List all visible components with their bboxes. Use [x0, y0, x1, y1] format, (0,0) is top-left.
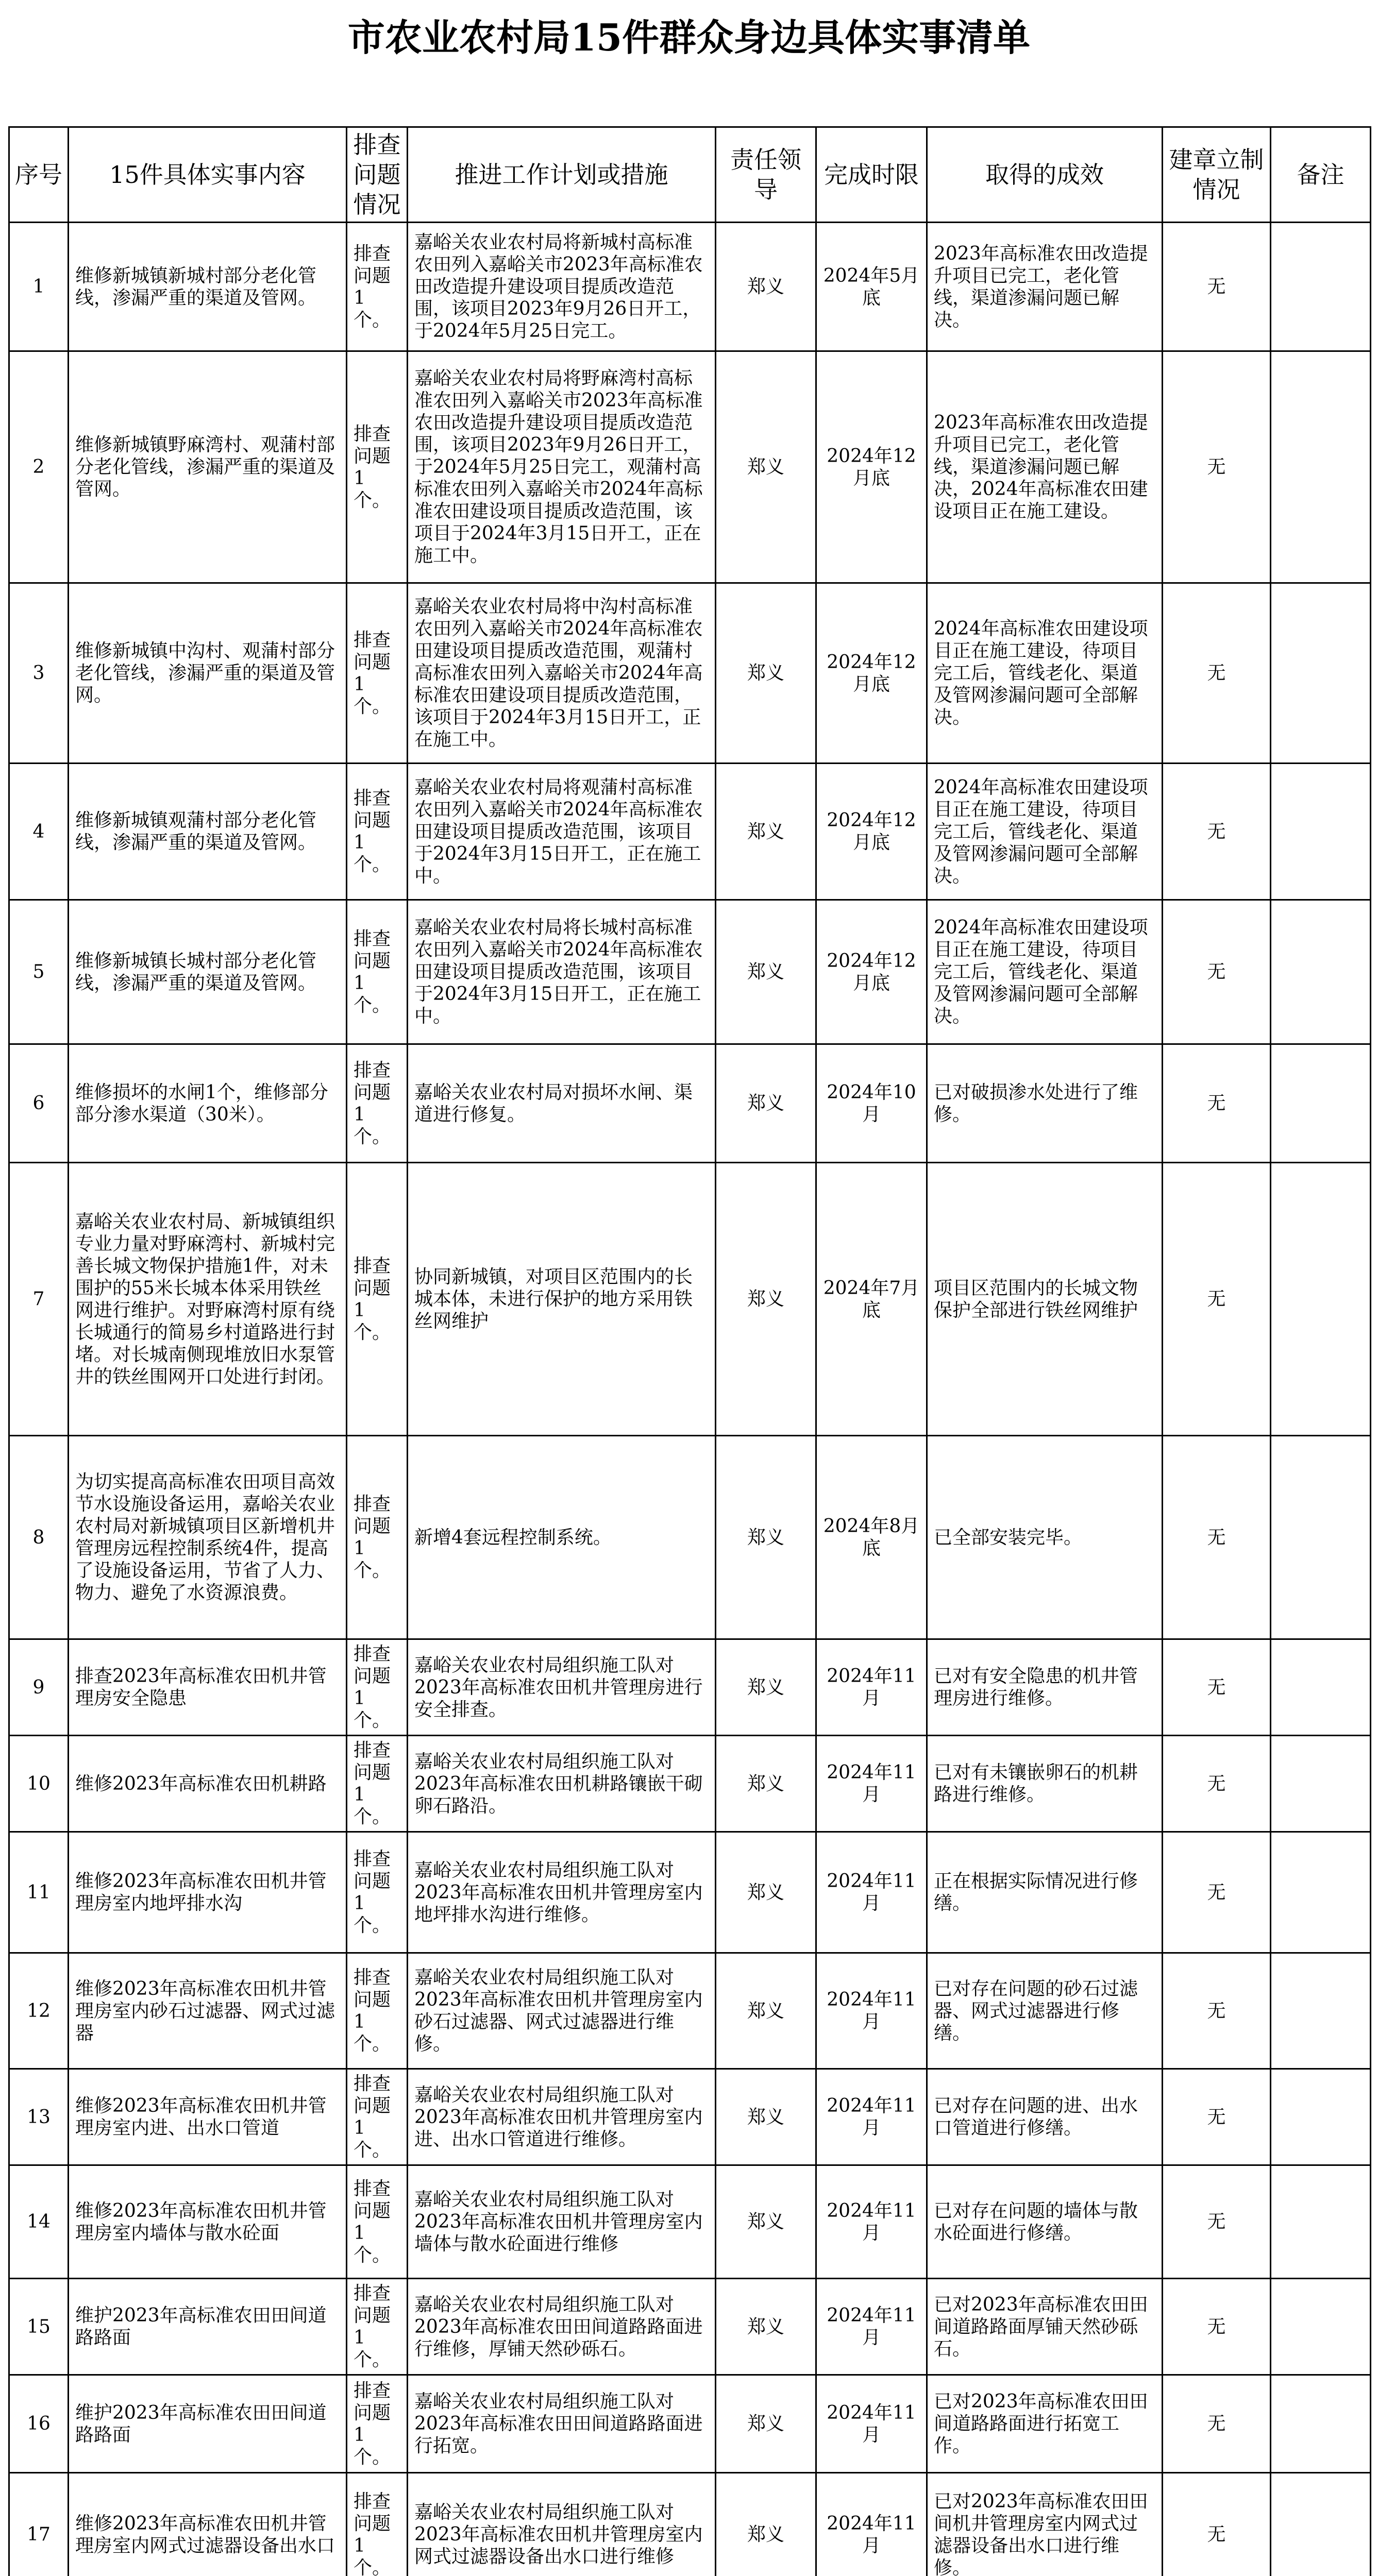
cell-plan: 协同新城镇，对项目区范围内的长城本体，未进行保护的地方采用铁丝网维护	[408, 1163, 716, 1436]
cell-content: 为切实提高高标准农田项目高效节水设施设备运用，嘉峪关农业农村局对新城镇项目区新增机井管理房远程控制系统4件，提高了设施设备运用，节省了人力、物力、避免了水资源浪费。	[69, 1436, 347, 1639]
cell-plan: 嘉峪关农业农村局组织施工队对2023年高标准农田机井管理房室内进、出水口管道进行维修。	[408, 2069, 716, 2165]
cell-rules: 无	[1163, 1832, 1271, 1953]
cell-content: 维修新城镇野麻湾村、观蒲村部分老化管线，渗漏严重的渠道及管网。	[69, 351, 347, 583]
cell-result: 已对破损渗水处进行了维修。	[927, 1044, 1163, 1163]
table-row	[9, 1044, 1371, 1163]
cell-content: 维修新城镇观蒲村部分老化管线，渗漏严重的渠道及管网。	[69, 764, 347, 900]
cell-deadline: 2024年11月	[816, 1832, 927, 1953]
cell-no: 2	[9, 351, 69, 583]
cell-rules: 无	[1163, 1953, 1271, 2069]
cell-result: 正在根据实际情况进行修缮。	[927, 1832, 1163, 1953]
cell-deadline: 2024年12月底	[816, 351, 927, 583]
cell-leader: 郑义	[716, 2069, 816, 2165]
cell-content: 维修新城镇长城村部分老化管线，渗漏严重的渠道及管网。	[69, 900, 347, 1044]
cell-remark	[1271, 2473, 1371, 2576]
tasks-table	[8, 126, 1371, 2576]
header-no: 序号	[9, 127, 69, 223]
cell-plan: 嘉峪关农业农村局组织施工队对2023年高标准农田机井管理房室内墙体与散水砼面进行维修	[408, 2165, 716, 2279]
cell-no: 8	[9, 1436, 69, 1639]
cell-deadline: 2024年12月底	[816, 583, 927, 764]
cell-no: 16	[9, 2375, 69, 2473]
cell-plan: 嘉峪关农业农村局组织施工队对2023年高标准农田田间道路路面进行维修，厚铺天然砂砾石。	[408, 2279, 716, 2375]
cell-plan: 嘉峪关农业农村局组织施工队对2023年高标准农田机耕路镶嵌干砌卵石路沿。	[408, 1736, 716, 1832]
cell-content: 维修2023年高标准农田机井管理房室内地坪排水沟	[69, 1832, 347, 1953]
header-leader: 责任领导	[716, 127, 816, 223]
cell-deadline: 2024年11月	[816, 2165, 927, 2279]
cell-no: 4	[9, 764, 69, 900]
cell-plan: 嘉峪关农业农村局组织施工队对2023年高标准农田机井管理房室内网式过滤器设备出水口进行维修	[408, 2473, 716, 2576]
cell-plan: 嘉峪关农业农村局组织施工队对2023年高标准农田机井管理房进行安全排查。	[408, 1639, 716, 1736]
cell-leader: 郑义	[716, 223, 816, 351]
cell-issue: 排查问题1个。	[347, 2473, 408, 2576]
cell-issue: 排查问题1个。	[347, 2375, 408, 2473]
cell-remark	[1271, 1639, 1371, 1736]
cell-result: 项目区范围内的长城文物保护全部进行铁丝网维护	[927, 1163, 1163, 1436]
blank-row	[0, 75, 1378, 126]
cell-remark	[1271, 1436, 1371, 1639]
header-rules: 建章立制情况	[1163, 127, 1271, 223]
cell-deadline: 2024年12月底	[816, 764, 927, 900]
cell-remark	[1271, 1044, 1371, 1163]
cell-no: 13	[9, 2069, 69, 2165]
cell-content: 维护2023年高标准农田田间道路路面	[69, 2279, 347, 2375]
cell-no: 14	[9, 2165, 69, 2279]
cell-remark	[1271, 2069, 1371, 2165]
cell-issue: 排查问题1个。	[347, 351, 408, 583]
table-row	[9, 900, 1371, 1044]
cell-issue: 排查问题1个。	[347, 1736, 408, 1832]
cell-deadline: 2024年10月	[816, 1044, 927, 1163]
cell-remark	[1271, 1736, 1371, 1832]
header-deadline: 完成时限	[816, 127, 927, 223]
cell-deadline: 2024年11月	[816, 2375, 927, 2473]
cell-deadline: 2024年12月底	[816, 900, 927, 1044]
cell-leader: 郑义	[716, 351, 816, 583]
header-result: 取得的成效	[927, 127, 1163, 223]
cell-rules: 无	[1163, 2279, 1271, 2375]
cell-issue: 排查问题1个。	[347, 900, 408, 1044]
document-page	[0, 0, 1378, 126]
cell-plan: 嘉峪关农业农村局组织施工队对2023年高标准农田机井管理房室内砂石过滤器、网式过滤器进行维修。	[408, 1953, 716, 2069]
cell-remark	[1271, 1163, 1371, 1436]
cell-remark	[1271, 223, 1371, 351]
cell-result: 已对2023年高标准农田田间道路路面进行拓宽工作。	[927, 2375, 1163, 2473]
cell-result: 2024年高标准农田建设项目正在施工建设，待项目完工后，管线老化、渠道及管网渗漏问题可全部解决。	[927, 900, 1163, 1044]
table-row	[9, 2375, 1371, 2473]
cell-issue: 排查问题1个。	[347, 2069, 408, 2165]
cell-result: 2024年高标准农田建设项目正在施工建设，待项目完工后，管线老化、渠道及管网渗漏问题可全部解决。	[927, 764, 1163, 900]
cell-rules: 无	[1163, 1436, 1271, 1639]
cell-content: 维修损坏的水闸1个，维修部分部分渗水渠道（30米）。	[69, 1044, 347, 1163]
table-row	[9, 1953, 1371, 2069]
cell-remark	[1271, 764, 1371, 900]
cell-remark	[1271, 900, 1371, 1044]
table-header-row	[9, 127, 1371, 223]
cell-remark	[1271, 351, 1371, 583]
cell-content: 维修新城镇中沟村、观蒲村部分老化管线，渗漏严重的渠道及管网。	[69, 583, 347, 764]
cell-result: 已对存在问题的进、出水口管道进行修缮。	[927, 2069, 1163, 2165]
table-row	[9, 1832, 1371, 1953]
cell-leader: 郑义	[716, 2165, 816, 2279]
cell-content: 维修2023年高标准农田机井管理房室内墙体与散水砼面	[69, 2165, 347, 2279]
cell-rules: 无	[1163, 2473, 1271, 2576]
cell-issue: 排查问题1个。	[347, 1436, 408, 1639]
cell-remark	[1271, 1832, 1371, 1953]
cell-issue: 排查问题1个。	[347, 583, 408, 764]
cell-leader: 郑义	[716, 1736, 816, 1832]
cell-deadline: 2024年11月	[816, 1736, 927, 1832]
cell-content: 嘉峪关农业农村局、新城镇组织专业力量对野麻湾村、新城村完善长城文物保护措施1件，对未围护的55米长城本体采用铁丝网进行维护。对野麻湾村原有绕长城通行的简易乡村道路进行封堵。对长城南侧现堆放旧水泵管井的铁丝围网开口处进行封闭。	[69, 1163, 347, 1436]
header-remark: 备注	[1271, 127, 1371, 223]
cell-plan: 嘉峪关农业农村局对损坏水闸、渠道进行修复。	[408, 1044, 716, 1163]
cell-issue: 排查问题1个。	[347, 2279, 408, 2375]
cell-rules: 无	[1163, 1736, 1271, 1832]
cell-rules: 无	[1163, 1163, 1271, 1436]
cell-issue: 排查问题1个。	[347, 1639, 408, 1736]
cell-rules: 无	[1163, 351, 1271, 583]
table-row	[9, 2069, 1371, 2165]
cell-deadline: 2024年7月底	[816, 1163, 927, 1436]
cell-result: 已对有安全隐患的机井管理房进行维修。	[927, 1639, 1163, 1736]
cell-no: 6	[9, 1044, 69, 1163]
cell-no: 17	[9, 2473, 69, 2576]
table-row	[9, 1736, 1371, 1832]
cell-leader: 郑义	[716, 1163, 816, 1436]
cell-issue: 排查问题1个。	[347, 223, 408, 351]
page-title: 市农业农村局15件群众身边具体实事清单	[347, 15, 1031, 59]
cell-result: 已对2023年高标准农田田间道路路面厚铺天然砂砾石。	[927, 2279, 1163, 2375]
table-row	[9, 2279, 1371, 2375]
cell-rules: 无	[1163, 2165, 1271, 2279]
cell-rules: 无	[1163, 223, 1271, 351]
cell-leader: 郑义	[716, 1953, 816, 2069]
table-row	[9, 2165, 1371, 2279]
cell-no: 15	[9, 2279, 69, 2375]
header-plan: 推进工作计划或措施	[408, 127, 716, 223]
cell-issue: 排查问题1个。	[347, 1953, 408, 2069]
cell-issue: 排查问题1个。	[347, 2165, 408, 2279]
cell-result: 已全部安装完毕。	[927, 1436, 1163, 1639]
cell-rules: 无	[1163, 764, 1271, 900]
cell-remark	[1271, 2165, 1371, 2279]
cell-content: 维修新城镇新城村部分老化管线，渗漏严重的渠道及管网。	[69, 223, 347, 351]
cell-plan: 嘉峪关农业农村局将观蒲村高标准农田列入嘉峪关市2024年高标准农田建设项目提质改造范围，该项目于2024年3月15日开工，正在施工中。	[408, 764, 716, 900]
cell-remark	[1271, 583, 1371, 764]
cell-rules: 无	[1163, 2375, 1271, 2473]
cell-rules: 无	[1163, 583, 1271, 764]
cell-content: 维修2023年高标准农田机耕路	[69, 1736, 347, 1832]
cell-leader: 郑义	[716, 2279, 816, 2375]
cell-remark	[1271, 1953, 1371, 2069]
table-row	[9, 351, 1371, 583]
cell-no: 3	[9, 583, 69, 764]
cell-deadline: 2024年11月	[816, 2069, 927, 2165]
cell-deadline: 2024年5月底	[816, 223, 927, 351]
header-content: 15件具体实事内容	[69, 127, 347, 223]
cell-plan: 嘉峪关农业农村局将长城村高标准农田列入嘉峪关市2024年高标准农田建设项目提质改造范围，该项目于2024年3月15日开工，正在施工中。	[408, 900, 716, 1044]
cell-plan: 嘉峪关农业农村局将新城村高标准农田列入嘉峪关市2023年高标准农田改造提升建设项目提质改造范围，该项目2023年9月26日开工，于2024年5月25日完工。	[408, 223, 716, 351]
cell-leader: 郑义	[716, 583, 816, 764]
cell-remark	[1271, 2279, 1371, 2375]
cell-result: 2023年高标准农田改造提升项目已完工，老化管线，渠道渗漏问题已解决。	[927, 223, 1163, 351]
cell-no: 5	[9, 900, 69, 1044]
cell-plan: 嘉峪关农业农村局组织施工队对2023年高标准农田机井管理房室内地坪排水沟进行维修。	[408, 1832, 716, 1953]
cell-issue: 排查问题1个。	[347, 1044, 408, 1163]
cell-remark	[1271, 2375, 1371, 2473]
cell-plan: 嘉峪关农业农村局将野麻湾村高标准农田列入嘉峪关市2023年高标准农田改造提升建设项目提质改造范围，该项目2023年9月26日开工，于2024年5月25日完工，观蒲村高标准农田列入嘉峪关市2024年高标准农田建设项目提质改造范围，该项目于2024年3月15日开工，正在施工中。	[408, 351, 716, 583]
cell-leader: 郑义	[716, 2473, 816, 2576]
table-row	[9, 764, 1371, 900]
cell-leader: 郑义	[716, 1832, 816, 1953]
cell-content: 维修2023年高标准农田机井管理房室内进、出水口管道	[69, 2069, 347, 2165]
table-row	[9, 1639, 1371, 1736]
cell-no: 1	[9, 223, 69, 351]
cell-result: 已对存在问题的砂石过滤器、网式过滤器进行修缮。	[927, 1953, 1163, 2069]
cell-plan: 嘉峪关农业农村局组织施工队对2023年高标准农田田间道路路面进行拓宽。	[408, 2375, 716, 2473]
cell-rules: 无	[1163, 2069, 1271, 2165]
cell-result: 2024年高标准农田建设项目正在施工建设，待项目完工后，管线老化、渠道及管网渗漏问题可全部解决。	[927, 583, 1163, 764]
table-row	[9, 223, 1371, 351]
cell-plan: 嘉峪关农业农村局将中沟村高标准农田列入嘉峪关市2024年高标准农田建设项目提质改造范围，观蒲村高标准农田列入嘉峪关市2024年高标准农田建设项目提质改造范围，该项目于2024年3月15日开工，正在施工中。	[408, 583, 716, 764]
cell-result: 已对存在问题的墙体与散水砼面进行修缮。	[927, 2165, 1163, 2279]
cell-issue: 排查问题1个。	[347, 1163, 408, 1436]
cell-content: 维修2023年高标准农田机井管理房室内网式过滤器设备出水口	[69, 2473, 347, 2576]
cell-no: 11	[9, 1832, 69, 1953]
cell-leader: 郑义	[716, 2375, 816, 2473]
table-row	[9, 2473, 1371, 2576]
cell-content: 维修2023年高标准农田机井管理房室内砂石过滤器、网式过滤器	[69, 1953, 347, 2069]
cell-rules: 无	[1163, 1639, 1271, 1736]
cell-issue: 排查问题1个。	[347, 1832, 408, 1953]
cell-deadline: 2024年11月	[816, 1639, 927, 1736]
cell-no: 12	[9, 1953, 69, 2069]
cell-no: 10	[9, 1736, 69, 1832]
cell-deadline: 2024年11月	[816, 2279, 927, 2375]
cell-content: 维护2023年高标准农田田间道路路面	[69, 2375, 347, 2473]
cell-no: 9	[9, 1639, 69, 1736]
cell-deadline: 2024年8月底	[816, 1436, 927, 1639]
cell-plan: 新增4套远程控制系统。	[408, 1436, 716, 1639]
cell-leader: 郑义	[716, 1436, 816, 1639]
cell-result: 已对有未镶嵌卵石的机耕路进行维修。	[927, 1736, 1163, 1832]
table-row	[9, 1163, 1371, 1436]
cell-leader: 郑义	[716, 764, 816, 900]
cell-rules: 无	[1163, 900, 1271, 1044]
cell-deadline: 2024年11月	[816, 2473, 927, 2576]
cell-leader: 郑义	[716, 1044, 816, 1163]
cell-rules: 无	[1163, 1044, 1271, 1163]
cell-no: 7	[9, 1163, 69, 1436]
cell-leader: 郑义	[716, 900, 816, 1044]
cell-result: 已对2023年高标准农田田间机井管理房室内网式过滤器设备出水口进行维修。	[927, 2473, 1163, 2576]
cell-result: 2023年高标准农田改造提升项目已完工，老化管线，渠道渗漏问题已解决，2024年高标准农田建设项目正在施工建设。	[927, 351, 1163, 583]
cell-content: 排查2023年高标准农田机井管理房安全隐患	[69, 1639, 347, 1736]
cell-deadline: 2024年11月	[816, 1953, 927, 2069]
table-row	[9, 583, 1371, 764]
cell-issue: 排查问题1个。	[347, 764, 408, 900]
header-issue: 排查问题情况	[347, 127, 408, 223]
cell-leader: 郑义	[716, 1639, 816, 1736]
table-row	[9, 1436, 1371, 1639]
